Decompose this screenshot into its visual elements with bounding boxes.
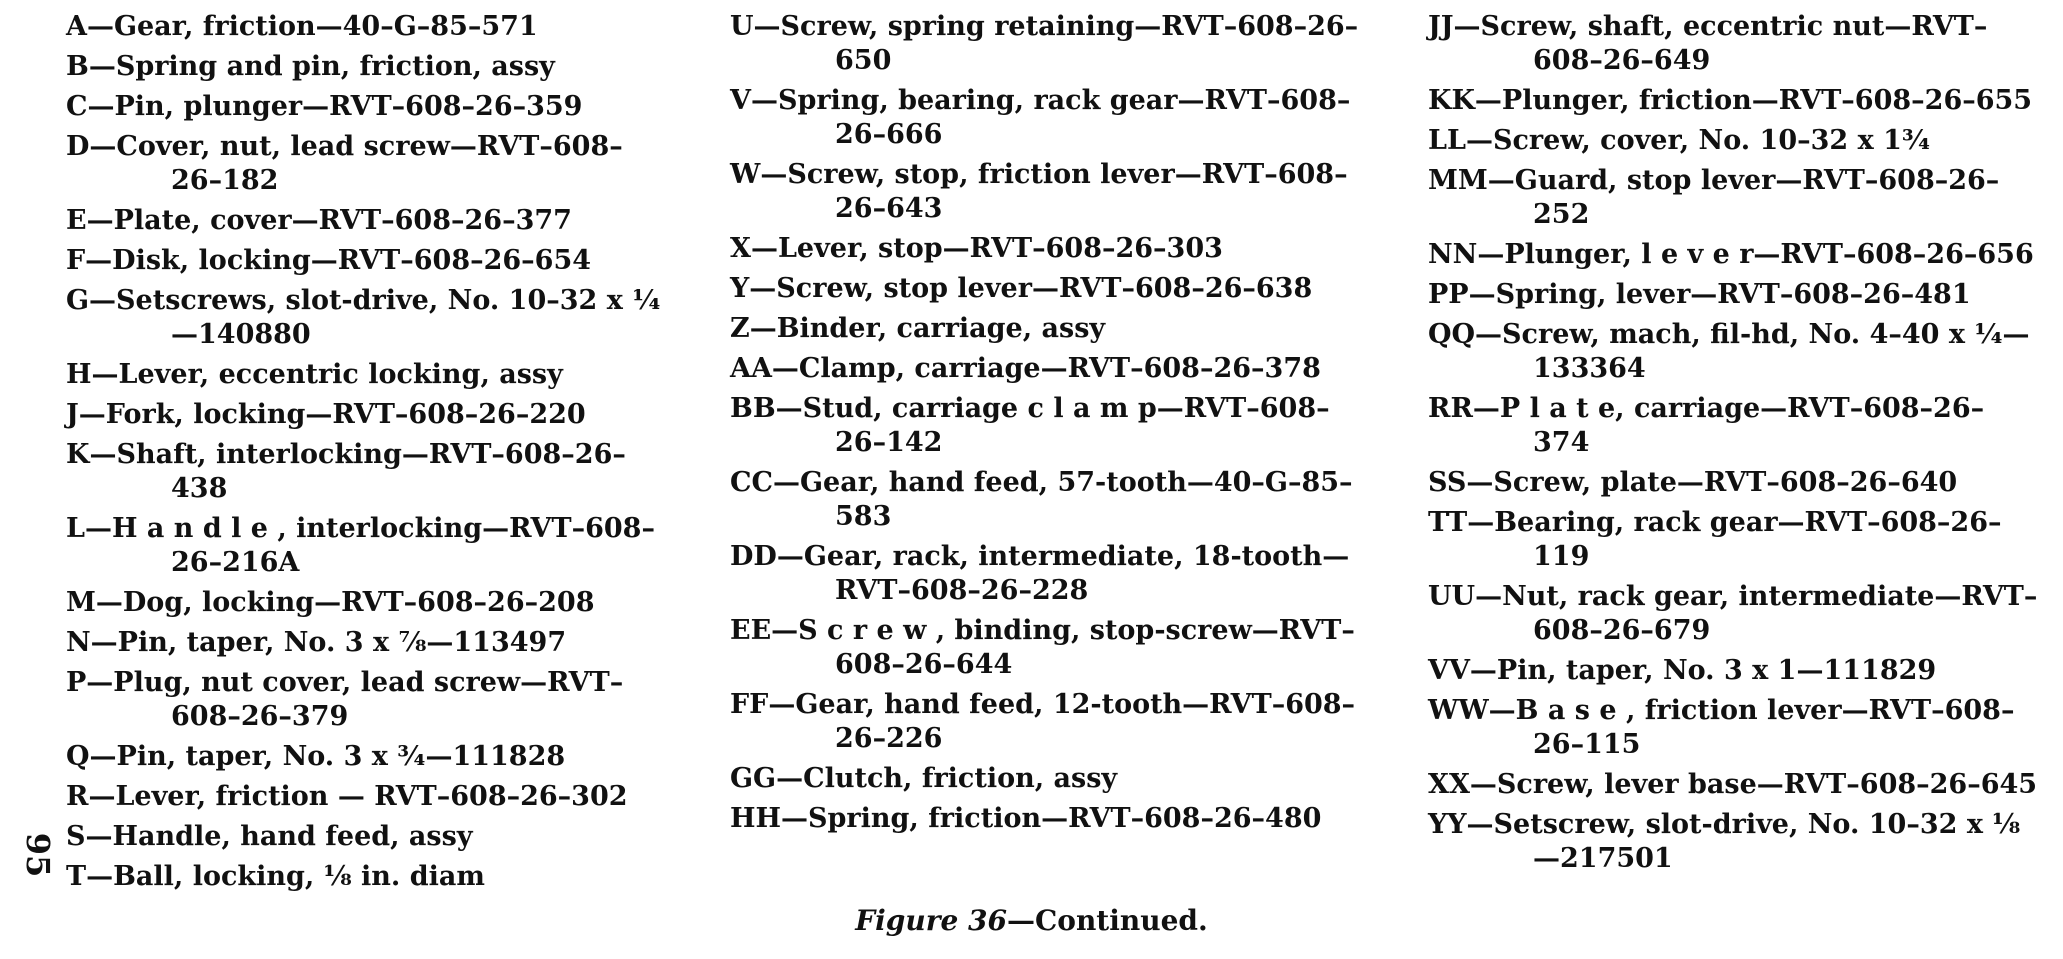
page-number: 95 bbox=[19, 832, 57, 878]
parts-list-entry: AA—Clamp, carriage—RVT–608–26–378 bbox=[730, 353, 1321, 384]
parts-list-entry: Z—Binder, carriage, assy bbox=[730, 313, 1106, 344]
parts-list-entry: RR—P l a t e, carriage—RVT–608–26–374 bbox=[1428, 393, 1985, 458]
parts-list-entry: T—Ball, locking, ⅛ in. diam bbox=[66, 861, 485, 892]
parts-list-entry: SS—Screw, plate—RVT–608–26–640 bbox=[1428, 467, 1958, 498]
parts-list-entry: BB—Stud, carriage c l a m p—RVT–608–26–142 bbox=[730, 393, 1330, 458]
parts-list-entry: TT—Bearing, rack gear—RVT–608–26–119 bbox=[1428, 507, 2002, 572]
figure-caption bbox=[0, 904, 2063, 937]
figure-caption-suffix: —Continued. bbox=[1006, 904, 1208, 937]
parts-list-entry: DD—Gear, rack, intermediate, 18-tooth—RVT–608–26–228 bbox=[730, 541, 1350, 606]
parts-list-entry: S—Handle, hand feed, assy bbox=[66, 821, 473, 852]
parts-list-entry: WW—B a s e , friction lever—RVT–608–26–115 bbox=[1428, 695, 2015, 760]
parts-list-entry: CC—Gear, hand feed, 57-tooth—40–G–85–583 bbox=[730, 467, 1353, 532]
parts-list-entry: EE—S c r e w , binding, stop-screw—RVT–608–26–644 bbox=[730, 615, 1355, 680]
parts-list-entry: PP—Spring, lever—RVT–608–26–481 bbox=[1428, 279, 1971, 310]
parts-list-entry: L—H a n d l e , interlocking—RVT–608–26–216A bbox=[66, 513, 655, 578]
parts-list-entry: N—Pin, taper, No. 3 x ⅞—113497 bbox=[66, 627, 567, 658]
parts-list-entry: B—Spring and pin, friction, assy bbox=[66, 51, 555, 82]
parts-list-entry: K—Shaft, interlocking—RVT–608–26–438 bbox=[66, 439, 626, 504]
parts-list-entry: Y—Screw, stop lever—RVT–608–26–638 bbox=[730, 273, 1313, 304]
parts-list-entry: MM—Guard, stop lever—RVT–608–26–252 bbox=[1428, 165, 2000, 230]
parts-list-column-3 bbox=[1428, 10, 2038, 882]
parts-list-entry: M—Dog, locking—RVT–608–26–208 bbox=[66, 587, 595, 618]
parts-list-entry: W—Screw, stop, friction lever—RVT–608–26–643 bbox=[730, 159, 1348, 224]
parts-list-entry: A—Gear, friction—40–G–85–571 bbox=[66, 11, 538, 42]
parts-list-entry: D—Cover, nut, lead screw—RVT–608–26–182 bbox=[66, 131, 623, 196]
parts-list-entry: R—Lever, friction — RVT–608–26–302 bbox=[66, 781, 628, 812]
figure-label: Figure 36 bbox=[855, 904, 1007, 937]
parts-list-entry: QQ—Screw, mach, fil-hd, No. 4–40 x ¼—133364 bbox=[1428, 319, 2030, 384]
parts-list-entry: XX—Screw, lever base—RVT–608–26–645 bbox=[1428, 769, 2038, 800]
parts-list-entry: X—Lever, stop—RVT–608–26–303 bbox=[730, 233, 1223, 264]
parts-list-column-1 bbox=[66, 10, 666, 900]
parts-list-entry: NN—Plunger, l e v e r—RVT–608–26–656 bbox=[1428, 239, 2034, 270]
parts-list-entry: GG—Clutch, friction, assy bbox=[730, 763, 1118, 794]
parts-list-entry: YY—Setscrew, slot-drive, No. 10–32 x ⅛—217501 bbox=[1428, 809, 2021, 874]
parts-list-entry: VV—Pin, taper, No. 3 x 1—111829 bbox=[1428, 655, 1937, 686]
parts-list-entry: C—Pin, plunger—RVT–608–26–359 bbox=[66, 91, 583, 122]
parts-list-entry: JJ—Screw, shaft, eccentric nut—RVT–608–26–649 bbox=[1428, 11, 1988, 76]
parts-list-entry: F—Disk, locking—RVT–608–26–654 bbox=[66, 245, 592, 276]
parts-list-entry: E—Plate, cover—RVT–608–26–377 bbox=[66, 205, 572, 236]
parts-list-entry: G—Setscrews, slot-drive, No. 10–32 x ¼—140880 bbox=[66, 285, 661, 350]
parts-list-entry: J—Fork, locking—RVT–608–26–220 bbox=[66, 399, 586, 430]
parts-list-entry: P—Plug, nut cover, lead screw—RVT–608–26–379 bbox=[66, 667, 624, 732]
parts-list-entry: FF—Gear, hand feed, 12-tooth—RVT–608–26–226 bbox=[730, 689, 1356, 754]
parts-list-entry: LL—Screw, cover, No. 10–32 x 1¾ bbox=[1428, 125, 1931, 156]
parts-list-entry: Q—Pin, taper, No. 3 x ¾—111828 bbox=[66, 741, 566, 772]
parts-list-entry: HH—Spring, friction—RVT–608–26–480 bbox=[730, 803, 1322, 834]
parts-list-entry: KK—Plunger, friction—RVT–608–26–655 bbox=[1428, 85, 2033, 116]
parts-list-column-2 bbox=[730, 10, 1360, 842]
parts-list-entry: UU—Nut, rack gear, intermediate—RVT–608–26–679 bbox=[1428, 581, 2038, 646]
parts-list-entry: U—Screw, spring retaining—RVT–608–26–650 bbox=[730, 11, 1359, 76]
parts-list-entry: H—Lever, eccentric locking, assy bbox=[66, 359, 563, 390]
parts-list-entry: V—Spring, bearing, rack gear—RVT–608–26–666 bbox=[730, 85, 1351, 150]
